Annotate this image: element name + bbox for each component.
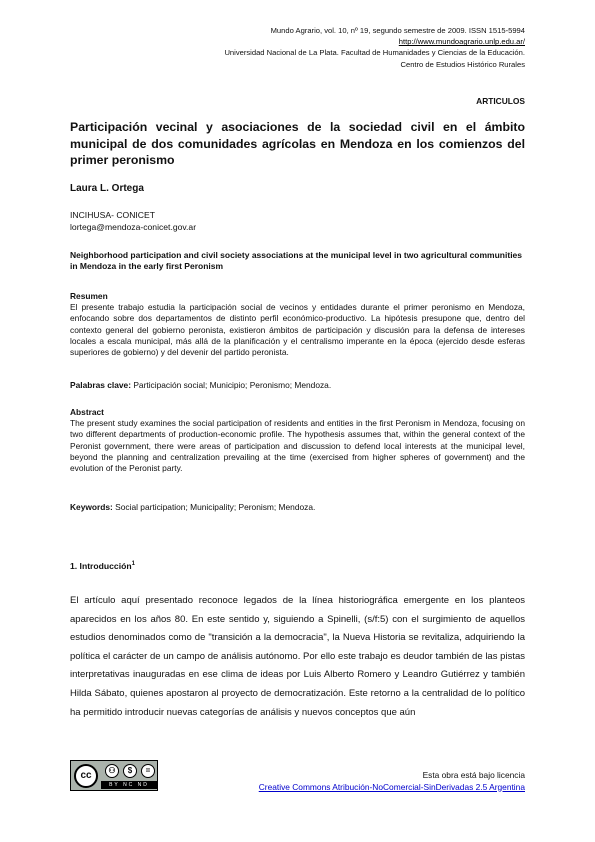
journal-link[interactable]: http://www.mundoagrario.unlp.edu.ar/ <box>398 37 525 47</box>
license-line: Esta obra está bajo licencia <box>422 770 525 780</box>
intro-heading <box>70 561 135 571</box>
palabras-clave-label: Palabras clave: <box>70 380 131 390</box>
article-title: Participación vecinal y asociaciones de la sociedad civil en el ámbito municipal de dos comunidades agrícolas en Mendoza en los comienzos del primer peronismo <box>70 120 525 167</box>
author-email: lortega@mendoza-conicet.gov.ar <box>70 221 197 232</box>
palabras-clave-text: Participación social; Municipio; Peronismo; Mendoza. <box>133 380 332 390</box>
resumen-block <box>70 291 525 358</box>
section-label: ARTICULOS <box>476 96 525 106</box>
footnote-mark[interactable]: 1 <box>131 561 135 568</box>
intro-heading-text: 1. Introducción <box>70 561 132 571</box>
cc-license-badge[interactable] <box>70 760 158 791</box>
author-affiliation <box>70 210 196 233</box>
attribution-icon: ⚇ <box>105 764 119 778</box>
journal-citation: Mundo Agrario, vol. 10, nº 19, segundo semestre de 2009. ISSN 1515-5994 <box>270 26 525 35</box>
license-notice <box>259 770 525 793</box>
abstract-label: Abstract <box>70 407 104 417</box>
english-title: Neighborhood participation and civil society associations at the municipal level in two agricultural communities in Mendoza in the early first Peronism <box>70 250 523 272</box>
keywords-label: Keywords: <box>70 502 113 512</box>
intro-paragraph: El artículo aquí presentado reconoce legados de la línea historiográfica emergente en los planteos aparecidos en los años 80. En este sentido y, siguiendo a Spinelli, (s/f:5) con el surgimiento de aquellos estudios denominados como de "transición a la democracia", la Nueva Historia se revitaliza, adquiriendo la política el carácter de un campo de análisis autónomo. Por ello este trabajo es deudor también de las pistas interpretativas inauguradas en ese clima de ideas por Luis Alberto Romero y Leandro Gutiérrez y también Hilda Sábato, quienes apostaron al proyecto de democratización. Este retorno a la centralidad de lo político ha permitido introducir nuevas categorías de análisis y nuevos conceptos que aún <box>70 595 525 718</box>
palabras-clave <box>70 380 525 390</box>
keywords-text: Social participation; Municipality; Peronism; Mendoza. <box>115 502 316 512</box>
keywords <box>70 502 525 512</box>
resumen-text: El presente trabajo estudia la participación social de vecinos y entidades durante el primer peronismo en Mendoza, enfocando sobre dos departamentos de distinto perfil económico-productivo. La hipótesis presupone que, dentro del contexto general del gobierno peronista, existieron ámbitos de participación y discusión para la defensa de intereses locales a escala municipal, más allá de la planificación y el centralismo imperante en la época (ejercido desde esferas superiores de gobierno) y del devenir del partido peronista. <box>70 302 525 358</box>
resumen-label: Resumen <box>70 291 108 301</box>
cc-badge-band: BY NC ND <box>101 781 157 789</box>
abstract-text: The present study examines the social participation of residents and entities in the first Peronism in Mendoza, focusing on two different departments of production-economic profile. The hypothesis assumes that, within the general context of the Peronist government, there were areas of participation and discussion to defend local interests at the municipal level, beyond the planning and centralization prevailing at the time (exercised from higher spheres of government) and the evolution of the Peronist party. <box>70 418 525 474</box>
abstract-block <box>70 407 525 474</box>
journal-header <box>224 25 525 70</box>
license-link[interactable]: Creative Commons Atribución-NoComercial-SinDerivadas 2.5 Argentina <box>258 781 525 792</box>
center-line: Centro de Estudios Histórico Rurales <box>400 59 525 69</box>
noderivatives-icon: = <box>141 764 155 778</box>
institute: INCIHUSA- CONICET <box>70 210 155 220</box>
noncommercial-icon: $ <box>123 764 137 778</box>
university-line: Universidad Nacional de La Plata. Facultad de Humanidades y Ciencias de la Educación. <box>224 48 525 58</box>
cc-logo-icon: cc <box>74 764 98 788</box>
author-name: Laura L. Ortega <box>70 183 144 194</box>
